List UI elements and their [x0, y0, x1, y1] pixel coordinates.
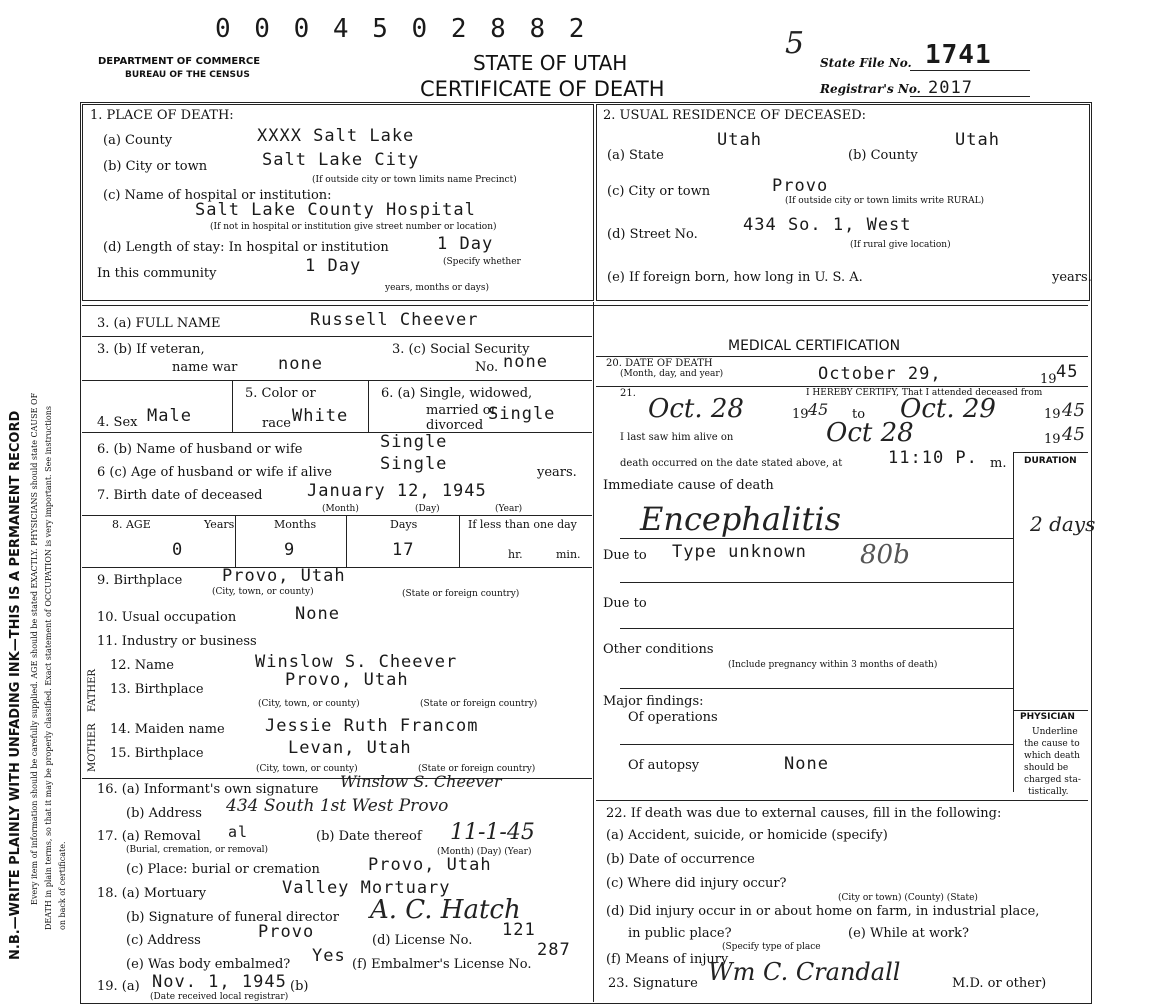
external-header: 22. If death was due to external causes, fill in the following:: [606, 806, 1002, 821]
spouse-years-label: years.: [537, 465, 577, 480]
embalmed-label: (e) Was body embalmed?: [126, 957, 291, 972]
mother-bp-note-state: (State or foreign country): [418, 764, 536, 774]
mortuary-label: 18. (a) Mortuary: [97, 886, 207, 901]
last-saw-year: 45: [1062, 424, 1085, 445]
residence-street-label: (d) Street No.: [607, 227, 698, 242]
side-instructions-1: Every item of information should be carefully supplied. AGE should be stated EXACTLY. PHYSICIANS should state CAUSE OF: [30, 392, 39, 905]
physician-note-3: which death: [1024, 751, 1080, 761]
state-title: STATE OF UTAH: [473, 51, 628, 75]
mother-name-label: 14. Maiden name: [110, 722, 225, 737]
full-name: Russell Cheever: [310, 310, 479, 330]
dod-year: 45: [1056, 362, 1079, 382]
residence-state: Utah: [717, 130, 762, 150]
from-year-prefix: 19: [792, 407, 809, 422]
cause-code: 80b: [860, 540, 910, 570]
due-to-1: Type unknown: [672, 542, 807, 562]
birthplace-label: 9. Birthplace: [97, 573, 183, 588]
registrar-label: Registrar's No.: [820, 82, 921, 96]
father-birthplace: Provo, Utah: [285, 670, 409, 690]
burial-place: Provo, Utah: [368, 855, 492, 875]
age-years: 0: [172, 540, 184, 560]
dod-year-prefix: 19: [1040, 372, 1057, 387]
mortuary: Valley Mortuary: [282, 878, 451, 898]
residence-city-label: (c) City or town: [607, 184, 711, 199]
residence-foreign-label: (e) If foreign born, how long in U. S. A.: [607, 270, 863, 285]
time-m: m.: [990, 456, 1007, 471]
veteran-label: 3. (b) If veteran,: [97, 342, 205, 357]
spouse-age: Single: [380, 454, 448, 474]
license: 121: [502, 920, 536, 940]
residence-header: 2. USUAL RESIDENCE OF DECEASED:: [603, 108, 867, 123]
place-county-label: (a) County: [103, 133, 173, 148]
informant-signature: Winslow S. Cheever: [340, 772, 502, 791]
removal-date-note: (Month) (Day) (Year): [437, 847, 532, 857]
marital-sub2: divorced: [426, 418, 484, 433]
full-name-label: 3. (a) FULL NAME: [97, 316, 221, 331]
attended-to-year: 45: [1062, 400, 1085, 421]
birthplace-note-city: (City, town, or county): [212, 587, 314, 597]
date-of-death: October 29,: [818, 364, 942, 384]
residence-street-note: (If rural give location): [850, 240, 951, 250]
age-label: 8. AGE: [112, 518, 151, 531]
spouse-label: 6. (b) Name of husband or wife: [97, 442, 303, 457]
burial-place-label: (c) Place: burial or cremation: [126, 862, 320, 877]
embalmed: Yes: [312, 946, 346, 966]
place-ymd-note: years, months or days): [385, 283, 489, 293]
place-hospital-label: (c) Name of hospital or institution:: [103, 188, 332, 203]
mother-side-label: MOTHER: [87, 723, 98, 772]
place-hospital-note: (If not in hospital or institution give street number or location): [210, 222, 497, 232]
place-city-note: (If outside city or town limits name Precinct): [312, 175, 517, 185]
spouse: Single: [380, 432, 448, 452]
certify-label: I HEREBY CERTIFY, That I attended deceased from: [806, 388, 1043, 398]
side-instructions-2: DEATH in plain terms, so that it may be properly classified. Exact statement of OCCUPATION is very important. See instructions: [44, 406, 53, 930]
residence-city: Provo: [772, 176, 829, 196]
birth-label: 7. Birth date of deceased: [97, 488, 263, 503]
father-birthplace-label: 13. Birthplace: [110, 682, 204, 697]
physician-note-1: Underline: [1032, 727, 1078, 737]
occupation-label: 10. Usual occupation: [97, 610, 237, 625]
due1-label: Due to: [603, 548, 647, 563]
marital-sub1: married or: [426, 403, 497, 418]
physician-note-4: should be: [1024, 763, 1069, 773]
other-conditions-note: (Include pregnancy within 3 months of death): [728, 660, 938, 670]
cert-title: CERTIFICATE OF DEATH: [420, 77, 665, 101]
place-stay: 1 Day: [437, 234, 494, 254]
color-label: 5. Color or: [245, 386, 316, 401]
veteran: none: [278, 354, 323, 374]
physician-header: PHYSICIAN: [1020, 712, 1075, 722]
mother-bp-note-city: (City, town, or county): [256, 764, 358, 774]
marital: Single: [488, 404, 556, 424]
mother-name: Jessie Ruth Francom: [265, 716, 479, 736]
attended-from: Oct. 28: [648, 394, 744, 424]
due2-label: Due to: [603, 596, 647, 611]
removal-date-label: (b) Date thereof: [316, 829, 422, 844]
dept-label: DEPARTMENT OF COMMERCE: [98, 56, 261, 67]
father-side-label: FATHER: [87, 669, 98, 712]
residence-city-note: (If outside city or town limits write RURAL): [785, 196, 985, 206]
industry-label: 11. Industry or business: [97, 634, 257, 649]
external-f: (f) Means of injury: [606, 952, 729, 967]
occurred-label: death occurred on the date stated above, at: [620, 458, 843, 469]
handwritten-mark: 5: [785, 26, 805, 61]
mortuary-address-label: (c) Address: [126, 933, 201, 948]
address-label: (b) Address: [126, 806, 202, 821]
age-months-header: Months: [274, 518, 317, 531]
sex-label: 4. Sex: [97, 415, 138, 430]
father-name: Winslow S. Cheever: [255, 652, 458, 672]
physician-signature: Wm C. Crandall: [708, 958, 901, 986]
external-c: (c) Where did injury occur?: [606, 876, 787, 891]
autopsy-label: Of autopsy: [628, 758, 700, 773]
place-specify-note: (Specify whether: [443, 257, 521, 267]
mother-birthplace-label: 15. Birthplace: [110, 746, 204, 761]
duration-header: DURATION: [1024, 456, 1077, 466]
age-months: 9: [284, 540, 296, 560]
mortuary-address: Provo: [258, 922, 315, 942]
immediate-cause: Encephalitis: [640, 500, 841, 538]
license-label: (d) License No.: [372, 933, 473, 948]
birth-month-note: (Month): [322, 504, 359, 514]
place-city: Salt Lake City: [262, 150, 420, 170]
side-instructions-3: on back of certificate.: [58, 841, 67, 930]
address: 434 South 1st West Provo: [226, 796, 449, 816]
last-saw-date: Oct 28: [826, 418, 914, 448]
place-county: XXXX Salt Lake: [257, 126, 415, 146]
external-e: (e) While at work?: [848, 926, 969, 941]
place-header: 1. PLACE OF DEATH:: [90, 108, 234, 123]
residence-years-label: years.: [1052, 270, 1092, 285]
age-hr: hr.: [508, 548, 523, 561]
birth-year-note: (Year): [495, 504, 523, 514]
ss: none: [503, 352, 548, 372]
external-d-note: (Specify type of place: [722, 942, 821, 952]
ss-sub: No.: [475, 360, 499, 375]
external-d: (d) Did injury occur in or about home on farm, in industrial place,: [606, 904, 1040, 919]
received-b-label: (b): [290, 979, 309, 994]
director-label: (b) Signature of funeral director: [126, 910, 339, 925]
ss-label: 3. (c) Social Security: [392, 342, 530, 357]
age-min: min.: [556, 548, 581, 561]
father-bp-note-city: (City, town, or county): [258, 699, 360, 709]
time-of-death: 11:10 P.: [888, 448, 978, 468]
physician-note-5: charged sta-: [1024, 775, 1081, 785]
operations-label: Of operations: [628, 710, 718, 725]
director-signature: A. C. Hatch: [370, 895, 521, 925]
attended-to-label: to: [852, 407, 866, 422]
residence-county-label: (b) County: [848, 148, 918, 163]
dod-sub: (Month, day, and year): [620, 369, 724, 379]
received-note: (Date received local registrar): [150, 992, 289, 1002]
signature-label: 23. Signature: [608, 976, 698, 991]
lastsaw-label: I last saw him alive on: [620, 432, 734, 443]
duration: 2 days: [1030, 512, 1096, 536]
to-year-prefix: 19: [1044, 407, 1061, 422]
sex: Male: [147, 406, 192, 426]
immediate-label: Immediate cause of death: [603, 478, 774, 493]
birth-day-note: (Day): [415, 504, 440, 514]
birthplace-note-state: (State or foreign country): [402, 589, 520, 599]
state-file-value: 1741: [925, 40, 992, 70]
age-years-header: Years: [204, 518, 235, 531]
autopsy: None: [784, 754, 829, 774]
external-c-note: (City or town) (County) (State): [838, 893, 978, 903]
veteran-sub: name war: [172, 360, 238, 375]
dod-label: 20. DATE OF DEATH: [606, 358, 713, 369]
marital-label: 6. (a) Single, widowed,: [381, 386, 533, 401]
state-file-label: State File No.: [820, 56, 912, 70]
external-d2: in public place?: [628, 926, 732, 941]
age-less-header: If less than one day: [468, 518, 577, 531]
father-name-label: 12. Name: [110, 658, 174, 673]
removal: al: [228, 823, 249, 841]
external-a: (a) Accident, suicide, or homicide (specify): [606, 828, 888, 843]
n21-label: 21.: [620, 388, 636, 399]
occupation: None: [295, 604, 340, 624]
external-b: (b) Date of occurrence: [606, 852, 755, 867]
major-findings-label: Major findings:: [603, 694, 704, 709]
residence-state-label: (a) State: [607, 148, 664, 163]
informant-label: 16. (a) Informant's own signature: [97, 782, 319, 797]
mother-birthplace: Levan, Utah: [288, 738, 412, 758]
race-label: race: [262, 416, 291, 431]
removal-date: 11-1-45: [450, 820, 535, 845]
removal-label: 17. (a) Removal: [97, 829, 201, 844]
place-city-label: (b) City or town: [103, 159, 208, 174]
place-stay-label: (d) Length of stay: In hospital or institution: [103, 240, 389, 255]
embalmer-license: 287: [537, 940, 571, 960]
birth-date: January 12, 1945: [307, 481, 487, 501]
age-days-header: Days: [390, 518, 418, 531]
spouse-age-label: 6 (c) Age of husband or wife if alive: [97, 465, 332, 480]
other-conditions-label: Other conditions: [603, 642, 714, 657]
side-warning: N.B.—WRITE PLAINLY WITH UNFADING INK—THIS IS A PERMANENT RECORD: [8, 410, 23, 960]
birthplace: Provo, Utah: [222, 566, 346, 586]
place-community-label: In this community: [97, 266, 217, 281]
registrar-value: 2017: [928, 78, 973, 98]
attended-from-year: 45: [808, 400, 829, 419]
place-hospital: Salt Lake County Hospital: [195, 200, 476, 220]
removal-note: (Burial, cremation, or removal): [126, 845, 269, 855]
place-community: 1 Day: [305, 256, 362, 276]
physician-note-6: tistically.: [1028, 787, 1069, 797]
embalmer-label: (f) Embalmer's License No.: [352, 957, 532, 972]
age-days: 17: [392, 540, 415, 560]
received-label: 19. (a): [97, 979, 140, 994]
medical-header: MEDICAL CERTIFICATION: [728, 338, 901, 354]
bureau-label: BUREAU OF THE CENSUS: [125, 70, 250, 80]
serial-number: 0 0 0 4 5 0 2 8 8 2: [215, 14, 589, 44]
father-bp-note-state: (State or foreign country): [420, 699, 538, 709]
residence-street: 434 So. 1, West: [743, 215, 912, 235]
residence-county: Utah: [955, 130, 1000, 150]
race: White: [292, 406, 349, 426]
attended-to: Oct. 29: [900, 394, 996, 424]
md-label: M.D. or other): [952, 976, 1047, 991]
lastsaw-year-prefix: 19: [1044, 432, 1061, 447]
received-date: Nov. 1, 1945: [152, 972, 287, 992]
physician-note-2: the cause to: [1024, 739, 1080, 749]
